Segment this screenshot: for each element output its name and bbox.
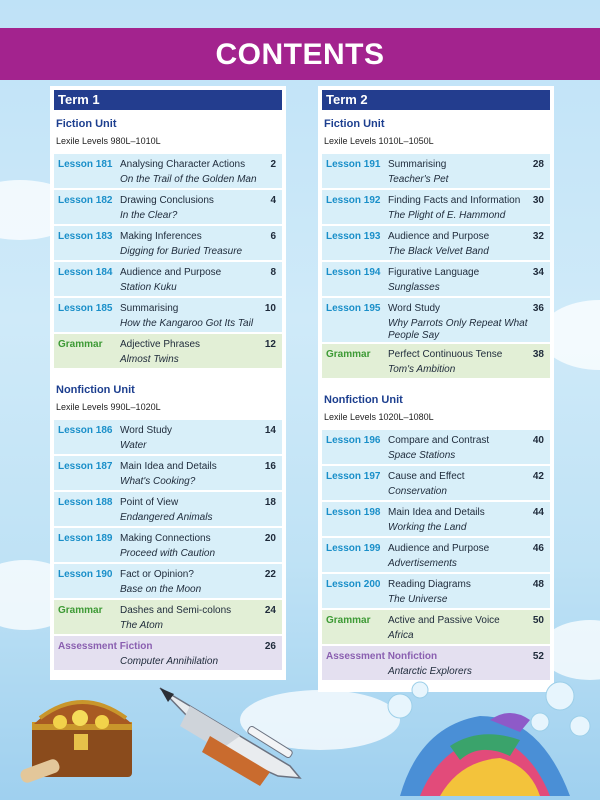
lesson-topic: Main Idea and Details [388, 507, 485, 518]
contents-entry[interactable] [54, 636, 282, 670]
story-title: Proceed with Caution [120, 548, 216, 559]
lesson-label: Lesson 193 [326, 231, 381, 242]
clothes-bubbles-illustration [380, 676, 600, 800]
lesson-label: Lesson 184 [58, 267, 113, 278]
page-number: 12 [264, 339, 276, 350]
page-number: 10 [264, 303, 276, 314]
term-heading: Term 2 [322, 90, 550, 110]
lexile-levels: Lexile Levels 1010L–1050L [324, 136, 434, 146]
page-number: 22 [264, 569, 276, 580]
term-2-panel [318, 86, 554, 692]
term-1-panel [50, 86, 286, 680]
story-title: In the Clear? [120, 210, 178, 221]
lesson-topic: Fact or Opinion? [120, 569, 194, 580]
page-number: 36 [532, 303, 544, 314]
story-title: Teacher's Pet [388, 174, 449, 185]
page-number: 24 [264, 605, 276, 616]
lesson-topic: Audience and Purpose [388, 231, 490, 242]
lesson-label: Grammar [326, 615, 371, 626]
story-title: Endangered Animals [120, 512, 213, 523]
contents-entry[interactable] [322, 610, 550, 644]
contents-entry[interactable] [54, 456, 282, 490]
lesson-topic: Making Connections [120, 533, 211, 544]
lesson-topic: Audience and Purpose [120, 267, 222, 278]
contents-entry[interactable] [54, 600, 282, 634]
lesson-label: Lesson 183 [58, 231, 113, 242]
term-heading: Term 1 [54, 90, 282, 110]
lesson-label: Assessment Nonfiction [326, 651, 438, 662]
contents-entry[interactable] [54, 226, 282, 260]
contents-entry[interactable] [322, 344, 550, 378]
lesson-label: Lesson 199 [326, 543, 381, 554]
space-shuttle-illustration [150, 676, 310, 796]
lesson-topic: Compare and Contrast [388, 435, 490, 446]
lesson-label: Lesson 192 [326, 195, 381, 206]
contents-entry[interactable] [54, 298, 282, 332]
lexile-levels: Lexile Levels 1020L–1080L [324, 412, 434, 422]
contents-entry[interactable] [322, 298, 550, 342]
lesson-label: Lesson 196 [326, 435, 381, 446]
lesson-topic: Perfect Continuous Tense [388, 349, 503, 360]
page-number: 4 [270, 195, 276, 206]
contents-entry[interactable] [54, 190, 282, 224]
page-number: 44 [532, 507, 544, 518]
lesson-label: Grammar [58, 605, 103, 616]
story-title: Tom's Ambition [388, 364, 456, 375]
page-number: 30 [532, 195, 544, 206]
story-title: Almost Twins [120, 354, 179, 365]
lexile-levels: Lexile Levels 990L–1020L [56, 402, 161, 412]
page-number: 6 [270, 231, 276, 242]
lesson-topic: Cause and Effect [388, 471, 465, 482]
page-number: 32 [532, 231, 544, 242]
story-title: Space Stations [388, 450, 456, 461]
lesson-topic: Point of View [120, 497, 179, 508]
page-number: 42 [532, 471, 544, 482]
contents-entry[interactable] [322, 538, 550, 572]
story-title: Digging for Buried Treasure [120, 246, 243, 257]
lesson-topic: Word Study [120, 425, 173, 436]
lesson-label: Lesson 182 [58, 195, 113, 206]
page-number: 46 [532, 543, 544, 554]
lesson-label: Assessment Fiction [58, 641, 153, 652]
lesson-topic: Main Idea and Details [120, 461, 217, 472]
page-number: 40 [532, 435, 544, 446]
lesson-label: Lesson 185 [58, 303, 113, 314]
contents-entry[interactable] [322, 430, 550, 464]
contents-entry[interactable] [322, 646, 550, 680]
lesson-label: Grammar [58, 339, 103, 350]
story-title: Water [120, 440, 147, 451]
lesson-topic: Audience and Purpose [388, 543, 490, 554]
lesson-topic: Dashes and Semi-colons [120, 605, 232, 616]
story-title: The Universe [388, 594, 448, 605]
lesson-label: Lesson 190 [58, 569, 113, 580]
unit-title: Nonfiction Unit [56, 384, 135, 396]
contents-entry[interactable] [54, 492, 282, 526]
page-number: 28 [532, 159, 544, 170]
story-title: Advertisements [388, 558, 457, 569]
lesson-label: Lesson 186 [58, 425, 113, 436]
lesson-topic: Summarising [120, 303, 179, 314]
lesson-label: Lesson 195 [326, 303, 381, 314]
lesson-topic: Reading Diagrams [388, 579, 471, 590]
page-number: 52 [532, 651, 544, 662]
lexile-levels: Lexile Levels 980L–1010L [56, 136, 161, 146]
contents-entry[interactable] [322, 502, 550, 536]
story-title: Working the Land [388, 522, 467, 533]
page-number: 8 [270, 267, 276, 278]
lesson-label: Lesson 191 [326, 159, 381, 170]
story-title: The Plight of E. Hammond [388, 210, 506, 221]
treasure-chest-illustration [20, 682, 150, 792]
contents-entry[interactable] [322, 466, 550, 500]
lesson-label: Lesson 181 [58, 159, 113, 170]
lesson-label: Lesson 198 [326, 507, 381, 518]
story-title: Base on the Moon [120, 584, 202, 595]
lesson-label: Lesson 187 [58, 461, 113, 472]
lesson-label: Lesson 200 [326, 579, 381, 590]
contents-entry[interactable] [322, 262, 550, 296]
page-number: 16 [264, 461, 276, 472]
page-title: CONTENTS [215, 38, 385, 71]
story-title: Why Parrots Only Repeat What People Say [388, 318, 528, 341]
lesson-topic: Drawing Conclusions [120, 195, 214, 206]
page-number: 14 [264, 425, 276, 436]
story-title: What's Cooking? [120, 476, 196, 487]
unit-title: Fiction Unit [56, 118, 117, 130]
lesson-label: Lesson 188 [58, 497, 113, 508]
lesson-topic: Finding Facts and Information [388, 195, 521, 206]
lesson-topic: Word Study [388, 303, 441, 314]
lesson-topic: Making Inferences [120, 231, 202, 242]
lesson-label: Lesson 194 [326, 267, 381, 278]
contents-entry[interactable] [54, 420, 282, 454]
contents-entry[interactable] [54, 334, 282, 368]
page-number: 34 [532, 267, 544, 278]
lesson-topic: Active and Passive Voice [388, 615, 500, 626]
contents-entry[interactable] [54, 528, 282, 562]
lesson-topic: Summarising [388, 159, 447, 170]
story-title: Africa [388, 630, 414, 641]
unit-gap [318, 380, 554, 386]
contents-entry[interactable] [54, 154, 282, 188]
contents-entry[interactable] [54, 262, 282, 296]
unit-title: Nonfiction Unit [324, 394, 403, 406]
page-number: 20 [264, 533, 276, 544]
contents-entry[interactable] [322, 154, 550, 188]
story-title: Station Kuku [120, 282, 177, 293]
page-number: 2 [270, 159, 276, 170]
lesson-label: Lesson 189 [58, 533, 113, 544]
lesson-topic: Analysing Character Actions [120, 159, 246, 170]
contents-entry[interactable] [54, 564, 282, 598]
page-number: 18 [264, 497, 276, 508]
lesson-label: Grammar [326, 349, 371, 360]
lesson-topic: Figurative Language [388, 267, 480, 278]
page-number: 50 [532, 615, 544, 626]
story-title: On the Trail of the Golden Man [120, 174, 257, 185]
story-title: Antarctic Explorers [388, 666, 472, 677]
contents-entry[interactable] [322, 574, 550, 608]
page-number: 26 [264, 641, 276, 652]
page-number: 48 [532, 579, 544, 590]
page-number: 38 [532, 349, 544, 360]
contents-entry[interactable] [322, 190, 550, 224]
story-title: Sunglasses [388, 282, 440, 293]
unit-title: Fiction Unit [324, 118, 385, 130]
story-title: The Black Velvet Band [388, 246, 489, 257]
unit-gap [50, 370, 286, 376]
story-title: Computer Annihilation [120, 656, 219, 667]
lesson-topic: Adjective Phrases [120, 339, 201, 350]
contents-entry[interactable] [322, 226, 550, 260]
story-title: How the Kangaroo Got Its Tail [120, 318, 254, 329]
lesson-label: Lesson 197 [326, 471, 381, 482]
story-title: Conservation [388, 486, 447, 497]
story-title: The Atom [120, 620, 163, 631]
